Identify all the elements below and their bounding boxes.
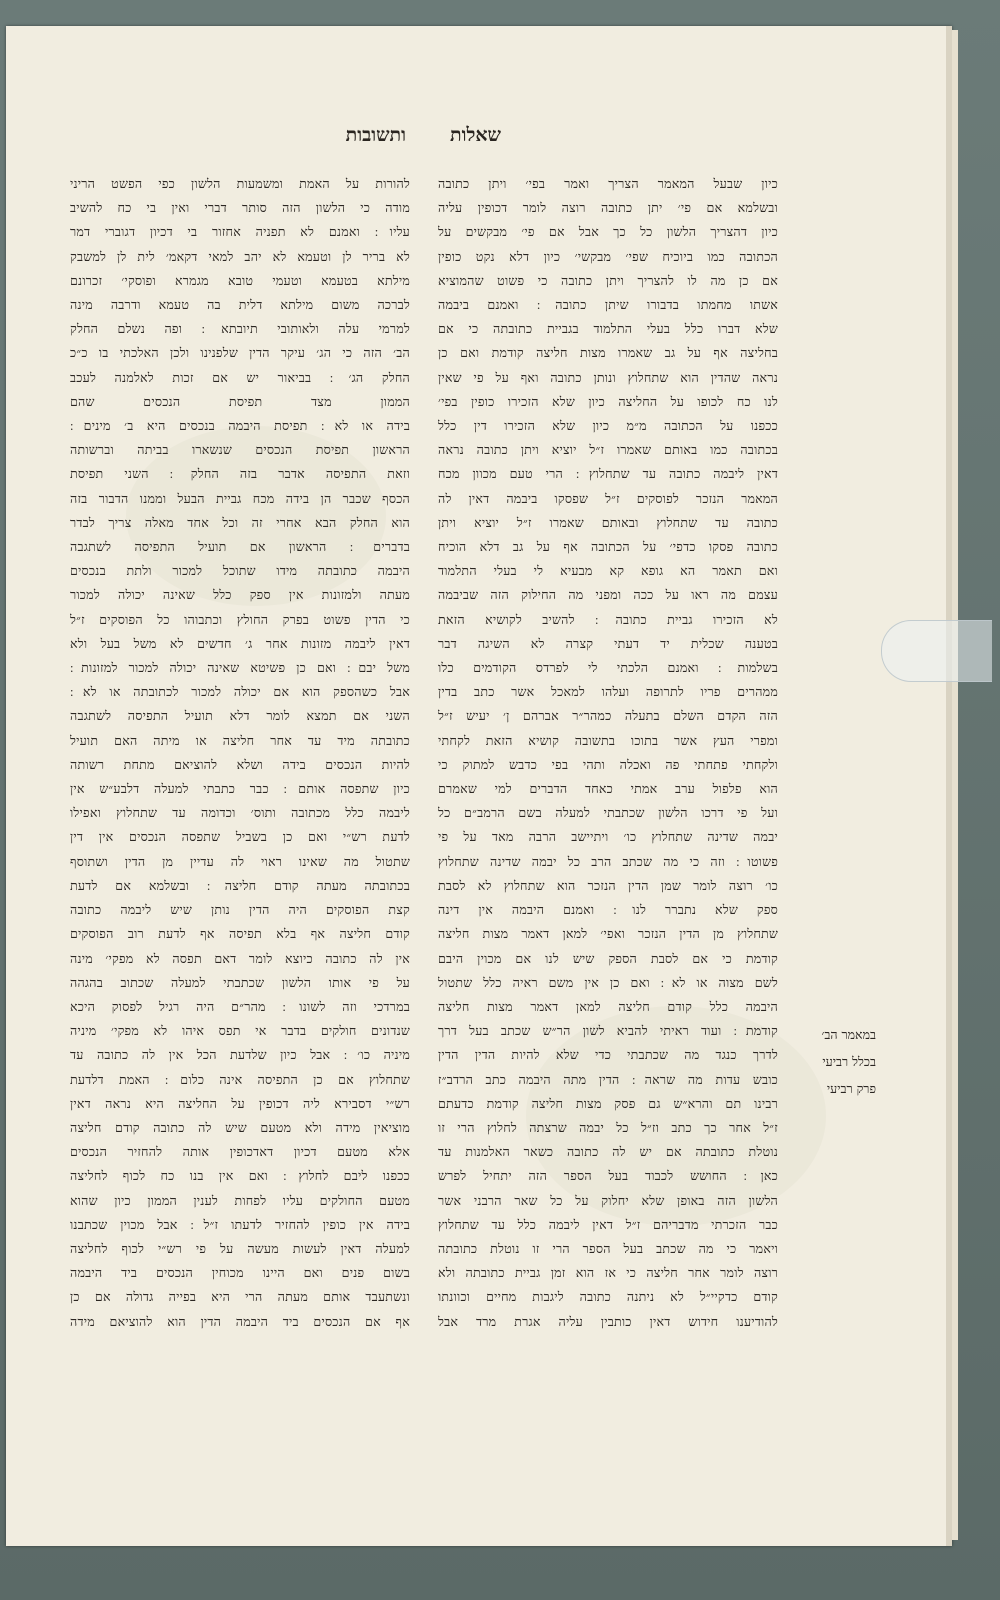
text-line: הכתובה כמו ביוכיח שפי׳ מבקשי׳ כיון דלא נקט כופין [438, 248, 778, 264]
text-line: היבמה כתובתה מידו שתוכל למכור ולתת בנכסים [70, 563, 410, 579]
text-line: לדרך כנגד מה שכתבתי כדי שלא להיות הדין הדין [438, 1047, 778, 1063]
text-line: ממהרים פריו לתרופה ועלהו למאכל אשר כתב בדין [438, 684, 778, 700]
text-line: דאין ליבמה מזונות אחר ג׳ חדשים לא משל בעל ולא [70, 635, 410, 651]
text-line: אין לה כתובה כיוצא לומר דאם תפסה לא מפקי׳ מינה [70, 950, 410, 966]
text-line: הראשון תפיסת הנכסים שנשארו בביתה וברשותה [70, 442, 410, 458]
text-line: קודמת כי אם לסבת הספק שיש לנו אם מכוין היבם [438, 950, 778, 966]
text-line: למרמי עלה ולאותובי תיובתא ׃ ופה נשלם החלק [70, 321, 410, 337]
text-line: הוא החלק הבא אחרי זה וכל אחד מאלה צריך לבדר [70, 514, 410, 530]
running-head [6, 124, 946, 154]
text-line: כאן ׃ החושש לכבוד בעל הספר הזה יתחיל לפרש [438, 1168, 778, 1184]
text-line: ומפרי העץ אשר בתוכו בתשובה קושיא הזאת לקחתי [438, 732, 778, 748]
marginal-note [796, 1021, 876, 1102]
page-clip [881, 620, 992, 682]
text-line: מיניה כו׳ ׃ אבל כיון שלדעת הכל אין לה כתובה עד [70, 1047, 410, 1063]
text-line: החלק הג׳ ׃ בביאור יש אם זכות לאלמנה לעכב [70, 369, 410, 385]
text-line: היבמה כלל קודם חליצה למאן דאמר מצות חליצה [438, 998, 778, 1014]
text-line: קצת הפוסקים היה הדין נותן שיש ליבמה כתובה [70, 902, 410, 918]
text-line: כתובה עד שתחלוץ ובאותם שאמרו ז״ל יוציא ויתן [438, 514, 778, 530]
text-line: לנו כח לכופו על החליצה כיון שלא הזכירו כופין בפי׳ [438, 393, 778, 409]
text-line: שתחלוץ מן הדין הנזכר ואפי׳ למאן דאמר מצות חליצה [438, 926, 778, 942]
text-line: שתטול מה שאינו ראוי לה עדיין מן הדין ושתוסף [70, 853, 410, 869]
text-line: מעתה ולמזונות אין ספק כלל שאינה יכולה למכור [70, 587, 410, 603]
text-line: בטענה שכלית יד דעתי קצרה לא השיגה דבר [438, 635, 778, 651]
text-line: שנדונים חולקים בדבר אי תפס איהו לא מפקי׳ מיניה [70, 1023, 410, 1039]
text-line: ז״ל אחר כך כתב וז״ל כל יבמה שרצתה לחלוץ הרי זו [438, 1119, 778, 1135]
text-line: ועל פי דרכו הלשון שכתבתי למעלה בשם הרמב״ם כל [438, 805, 778, 821]
text-line: במרדכי וזה לשונו ׃ מהר״ם היה רגיל לפסוק היכא [70, 998, 410, 1014]
text-line: בחליצה אף על גב שאמרו מצות חליצה קודמת ואם כן [438, 345, 778, 361]
text-line: רש״י דסבירא ליה דכופין על החליצה היא נראה דאין [70, 1095, 410, 1111]
text-line: ויאמר כי מה שכתב בעל הספר הרי זו נוטלת כתובתה [438, 1240, 778, 1256]
text-line: הממון מצד תפיסת הנכסים שהם [70, 393, 410, 409]
text-line: ולקחתי פתחתי פה ואכלה ותהי בפי כדבש למתוק כי [438, 756, 778, 772]
marginal-note-line: פרק רביעי [826, 1081, 876, 1096]
text-line: אף אם הנכסים ביד היבמה הדין הוא להוציאם מידה [70, 1313, 410, 1329]
text-line: אלא מטעם דכיון דאדכופין אותה להחזיר הנכסים [70, 1144, 410, 1160]
text-line: ונשתעבד אותם מעתה הרי היא בפייה גדולה אם כן [70, 1289, 410, 1305]
text-line: כי הדין פשוט בפרק החולץ וכתבוהו כל הפוסקים ז״ל [70, 611, 410, 627]
text-line: רבינו תם והרא״ש גם פסק מצות חליצה קודמת כדעתם [438, 1095, 778, 1111]
text-column-left [70, 172, 410, 1334]
text-line: לשם מצוה או לא ׃ ואם כן אין משם ראיה כלל שתטול [438, 974, 778, 990]
text-line: הכסף שכבר הן בידה מכח גביית הבעל וממנו הדבור בזה [70, 490, 410, 506]
text-line: למעלה דאין לעשות מעשה על פי רש״י לכוף לחליצה [70, 1240, 410, 1256]
text-line: כיון דהצריך הלשון כל כך אבל אם פי׳ מבקשים על [438, 224, 778, 240]
text-line: בידה אין כופין להחזיר לדעתו ז״ל ׃ אבל מכוין שכתבנו [70, 1216, 410, 1232]
text-line: להודיענו חידוש דאין כותבין עליה אגרת מרד אבל [438, 1313, 778, 1329]
running-head-right: שאלות [450, 124, 501, 146]
text-line: כתובתה מיד עד אחר חליצה או מיתה האם תועיל [70, 732, 410, 748]
text-line: שלא דברו כלל בעלי התלמוד בגביית כתובתה כי אם [438, 321, 778, 337]
text-line: ליבמה כלל מכתובה ותוס׳ וכדומה עד שתחלוץ ואפילו [70, 805, 410, 821]
text-line: נראה שהדין הוא שתחלוץ ונותן כתובה ואף על פי שאין [438, 369, 778, 385]
text-line: הוא פלפול ערב אמתי כאחד הדברים למי שאמרם [438, 781, 778, 797]
text-line: בידה או לא ׃ תפיסת היבמה בנכסים היא ב׳ מינים ׃ [70, 418, 410, 434]
text-line: שתחלוץ אם כן התפיסה אינה כלום ׃ האמת דלדעת [70, 1071, 410, 1087]
text-line: פשוטו ׃ וזה כי מה שכתב הרב כל יבמה שדינה שתחלוץ [438, 853, 778, 869]
text-line: בדברים ׃ הראשון אם תועיל התפיסה לשתגבה [70, 539, 410, 555]
text-line: אבל כשהספק הוא אם יכולה למכור לכתובתה או לא ׃ [70, 684, 410, 700]
text-line: מוציאין מידה ולא מטעם שיש לה כתובה קודם חליצה [70, 1119, 410, 1135]
text-line: על פי אותו הלשון שכתבתי למעלה שכתוב בהגהה [70, 974, 410, 990]
text-line: כתובה פסקו כדפי׳ על הכתובה אף על גב דלא הוכיח [438, 539, 778, 555]
text-line: לא בריר לן וטעמא לא יהב למאי דקאמ׳ לית לן למשבק [70, 248, 410, 264]
text-line: כיון שתפסה אותם ׃ כבר כתבתי למעלה דלבע״ש אין [70, 781, 410, 797]
manuscript-page [6, 26, 952, 1546]
text-column-right [438, 172, 778, 1334]
text-line: ככפנו על הכתובה מ״מ כיון שלא הזכירו דין כלל [438, 418, 778, 434]
text-line: ככפנו ליבם לחלוץ ׃ ואם אין בנו כח לכוף לחליצה [70, 1168, 410, 1184]
text-line: עצמם מה ראו על ככה ומפני מה החילוק הזה שביבמה [438, 587, 778, 603]
text-line: קודם כדקיי״ל לא ניתנה כתובה ליגבות מחיים וכוונתו [438, 1289, 778, 1305]
text-line: הלשון הזה באופן שלא יחלוק על כל שאר הרבני אשר [438, 1192, 778, 1208]
text-line: מטעם החולקים עליו לפחות לענין הממון כיון שהוא [70, 1192, 410, 1208]
text-line: כיון שבעל המאמר הצריך ואמר בפי׳ ויתן כתובה [438, 176, 778, 191]
text-line: בכתובתה מעתה קודם חליצה ׃ ובשלמא אם לדעת [70, 877, 410, 893]
text-line: כובש עדות מה שראה ׃ הדין מתה היבמה כתב הרדב״ז [438, 1071, 778, 1087]
text-line: ואם תאמר הא גופא קא מבעיא לי בעלי התלמוד [438, 563, 778, 579]
text-line: לדעת רש״י ואם כן בשביל שתפסה הנכסים אין דין [70, 829, 410, 845]
text-line: רוצה לומר אחר חליצה כי אז הוא זמן גביית כתובתה ולא [438, 1265, 778, 1281]
text-line: לא הזכירו גביית כתובה ׃ להשיב לקושיא הזאת [438, 611, 778, 627]
text-line: ובשלמא אם פי׳ יתן כתובה רוצה לומר דכופין עליה [438, 200, 778, 216]
text-line: המאמר הנזכר לפוסקים ז״ל שפסקו ביבמה דאין לה [438, 490, 778, 506]
page-edge [952, 30, 958, 1540]
text-line: מודה כי הלשון הזה סותר דברי ואין בי כח להשיב [70, 200, 410, 216]
text-line: כבר הזכרתי מדבריהם ז״ל דאין ליבמה כלל עד שתחלוץ [438, 1216, 778, 1232]
text-line: כו׳ רוצה לומר שמן הדין הנזכר הוא שתחלוץ לא לסבת [438, 877, 778, 893]
text-line: נוטלת כתובתה אם יש לה כתובה כשאר האלמנות עד [438, 1144, 778, 1160]
text-line: לברכה משום מילתא דלית בה טעמא ודרבה מינה [70, 297, 410, 313]
text-line: בכתובה כמו באותם שאמרו ז״ל יוציא ויתן כתובה נראה [438, 442, 778, 458]
running-head-left: ותשובות [345, 124, 406, 146]
text-line: קודם חליצה אף בלא תפיסה אף לדעת רוב הפוסקים [70, 926, 410, 942]
text-line: משל יבם ׃ ואם כן פשיטא שאינה יכולה למכור למזונות ׃ [70, 660, 410, 676]
text-line: להיות הנכסים בידה ושלא להוציאם מתחת רשותה [70, 756, 410, 772]
text-line: להורות על האמת ומשמעות הלשון כפי הפשט הריני [70, 176, 410, 191]
text-line: וזאת התפיסה אדבר בזה החלק ׃ השני תפיסת [70, 466, 410, 482]
marginal-note-line: במאמר הב׳ [821, 1027, 876, 1042]
text-line: הזה הקדם השלם בתעלה כמהר״ר אברהם ן׳ יעיש ז״ל [438, 708, 778, 724]
text-line: עליו ׃ ואמנם לא תפניה אחזור בי דכיון דגוברי דמר [70, 224, 410, 240]
text-line: ספק שלא נתברר לנו ׃ ואמנם היבמה אין דינה [438, 902, 778, 918]
text-line: מילתא בטעמא וטעמי טובא מגמרא ופוסקי׳ זכרונם [70, 272, 410, 288]
text-line: אשתו מחמתו בדבורו שיתן כתובה ׃ ואמנם ביבמה [438, 297, 778, 313]
text-line: הב׳ הזה כי הג׳ עיקר הדין שלפנינו ולכן האלכתי בו כ״כ [70, 345, 410, 361]
text-line: בשום פנים ואם היינו מכוחין הנכסים ביד היבמה [70, 1265, 410, 1281]
text-line: יבמה שדינה שתחלוץ כו׳ ויתיישב הרבה מאד על פי [438, 829, 778, 845]
text-line: בשלמות ׃ ואמנם הלכתי לי לפרדס הקודמים כלו [438, 660, 778, 676]
marginal-note-line: בכלל רביעי [822, 1054, 876, 1069]
text-line: דאין ליבמה כתובה עד שתחלוץ ׃ הרי טעם מכוון מכח [438, 466, 778, 482]
text-line: קודמת ׃ ועוד ראיתי להביא לשון הר״ש שכתב בעל דרך [438, 1023, 778, 1039]
text-line: אם כן מה לו להצריך ויתן כתובה כי פשוט שהמוציא [438, 272, 778, 288]
text-line: השני אם תמצא לומר דלא תועיל התפיסה לשתגבה [70, 708, 410, 724]
